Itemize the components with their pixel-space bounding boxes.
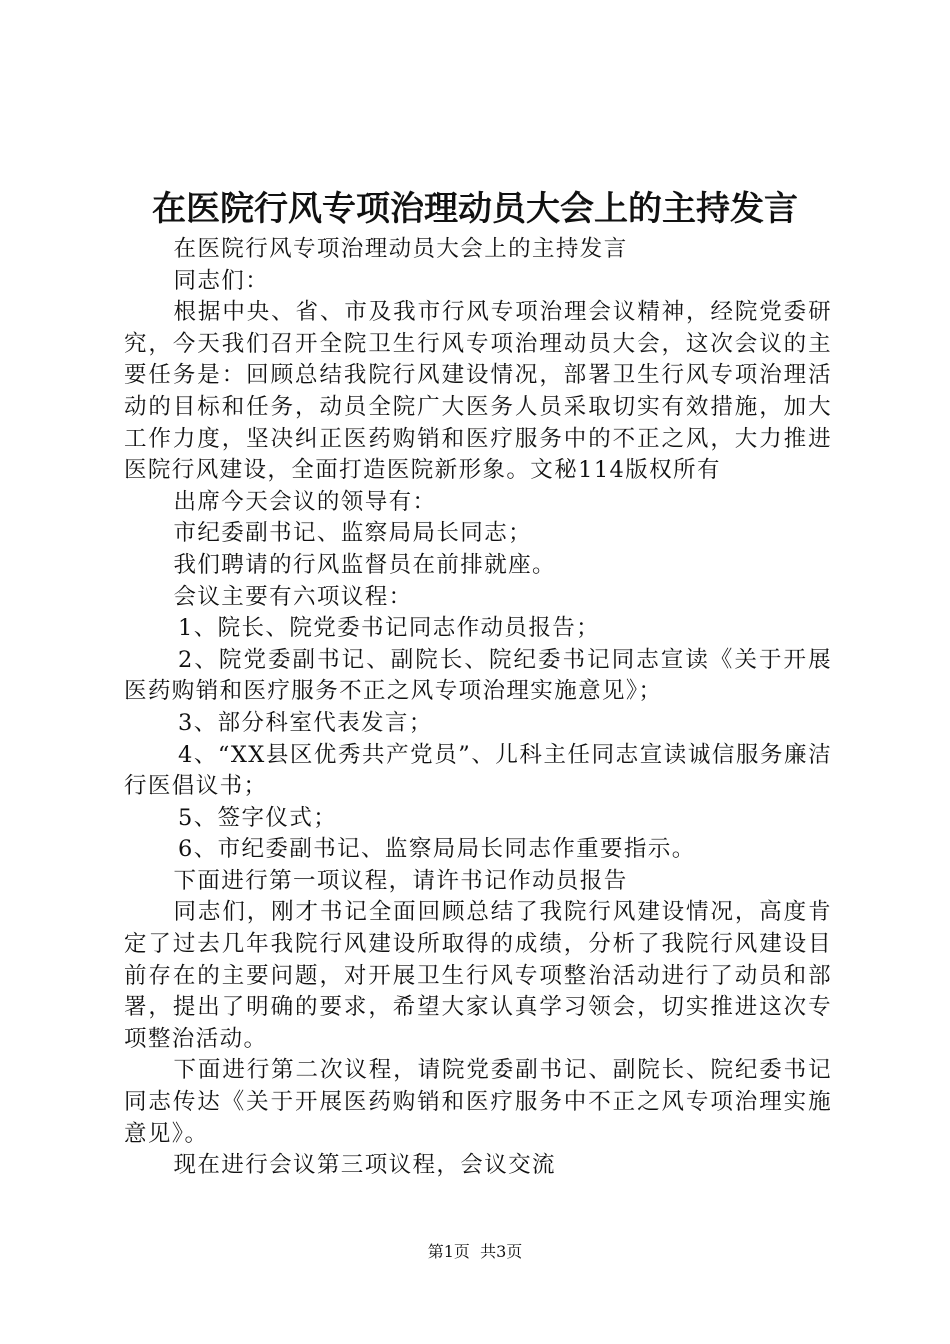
salutation-paragraph: 同志们： bbox=[173, 267, 270, 294]
body-paragraph: 出席今天会议的领导有： bbox=[173, 488, 437, 515]
body-paragraph: 我们聘请的行风监督员在前排就座。 bbox=[173, 551, 556, 578]
agenda-item: 5、签字仪式； bbox=[178, 804, 338, 831]
body-paragraph: 下面进行第一项议程，请许书记作动员报告 bbox=[173, 867, 628, 894]
agenda-item: 6、市纪委副书记、监察局局长同志作重要指示。 bbox=[178, 836, 696, 863]
body-paragraph: 同志们，刚才书记全面回顾总结了我院行风建设情况，高度肯定了过去几年我院行风建设所取得的成绩，分析了我院行风建设目前存在的主要问题，对开展卫生行风专项整治活动进行了动员和部署，提出了明确的要求，希望大家认真学习领会，切实推进这次专项整治活动。 bbox=[124, 899, 832, 1052]
body-paragraph: 市纪委副书记、监察局局长同志； bbox=[173, 520, 533, 547]
body-paragraph: 现在进行会议第三项议程，会议交流 bbox=[173, 1152, 556, 1179]
page-footer bbox=[0, 1240, 950, 1264]
document-title: 在医院行风专项治理动员大会上的主持发言 bbox=[152, 189, 798, 229]
page-total: 共3页 bbox=[480, 1242, 523, 1261]
body-paragraph: 下面进行第二次议程，请院党委副书记、副院长、院纪委书记同志传达《关于开展医药购销和医疗服务中不正之风专项治理实施意见》。 bbox=[124, 1057, 832, 1147]
agenda-item: 3、部分科室代表发言； bbox=[178, 709, 433, 736]
agenda-item: 4、“XX县区优秀共产党员”、儿科主任同志宣读诚信服务廉洁行医倡议书； bbox=[124, 741, 832, 800]
body-paragraph: 会议主要有六项议程： bbox=[173, 583, 413, 610]
agenda-item: 2、院党委副书记、副院长、院纪委书记同志宣读《关于开展医药购销和医疗服务不正之风专项治理实施意见》； bbox=[124, 646, 832, 705]
page-number: 第1页 bbox=[427, 1242, 470, 1261]
document-body bbox=[124, 234, 832, 1182]
subtitle-paragraph: 在医院行风专项治理动员大会上的主持发言 bbox=[173, 236, 628, 262]
body-paragraph: 根据中央、省、市及我市行风专项治理会议精神，经院党委研究，今天我们召开全院卫生行风专项治理动员大会，这次会议的主要任务是：回顾总结我院行风建设情况，部署卫生行风专项治理活动的目标和任务，动员全院广大医务人员采取切实有效措施，加大工作力度，坚决纠正医药购销和医疗服务中的不正之风，大力推进医院行风建设，全面打造医院新形象。文秘114版权所有 bbox=[124, 299, 832, 484]
agenda-item: 1、院长、院党委书记同志作动员报告； bbox=[178, 615, 601, 642]
